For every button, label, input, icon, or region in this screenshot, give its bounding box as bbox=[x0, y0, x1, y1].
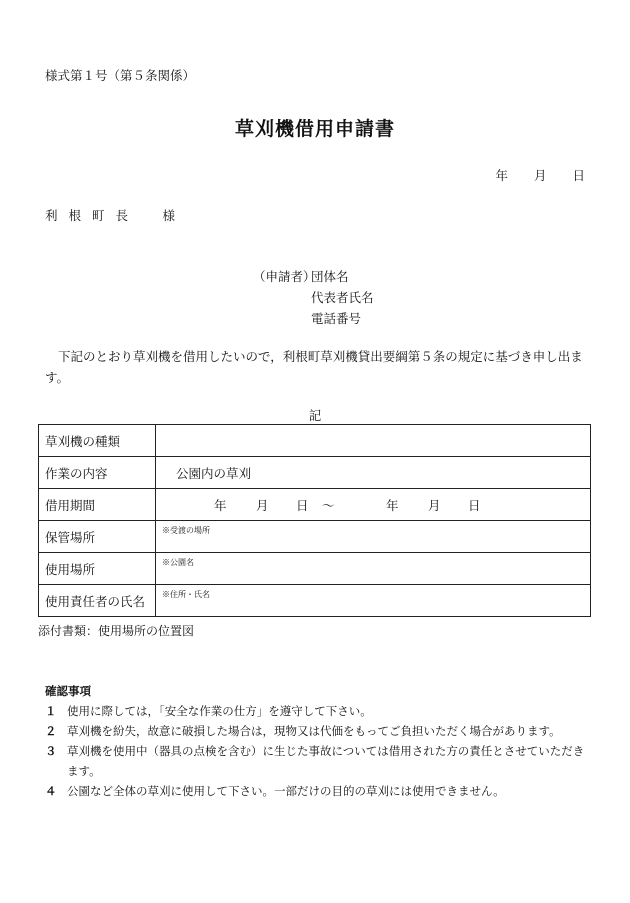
row-label-period: 借用期間 bbox=[39, 489, 156, 521]
row-value-storage[interactable] bbox=[156, 521, 591, 553]
period-tilde: 〜 bbox=[322, 497, 335, 513]
confirm-item-text: 草刈機を紛失，故意に破損した場合は，現物又は代価をもってご負担いただく場合があります。 bbox=[67, 724, 561, 738]
confirm-list bbox=[45, 701, 595, 801]
row-label-mower-type: 草刈機の種類 bbox=[39, 425, 156, 457]
confirm-item-number: ３ bbox=[45, 744, 57, 758]
body-text: 下記のとおり草刈機を借用したいので，利根町草刈機貸出要綱第５条の規定に基づき申し出ます。 bbox=[45, 349, 583, 385]
row-value-use-place[interactable] bbox=[156, 553, 591, 585]
period-text bbox=[162, 498, 481, 513]
period-end-day: 日 bbox=[468, 497, 481, 513]
confirm-item-number: ４ bbox=[45, 784, 57, 798]
table-row bbox=[39, 425, 591, 457]
period-end-year: 年 bbox=[386, 497, 399, 513]
document-title: 草刈機借用申請書 bbox=[234, 118, 395, 140]
row-value-responsible[interactable] bbox=[156, 585, 591, 617]
row-value-work-content[interactable] bbox=[156, 457, 591, 489]
application-table bbox=[38, 424, 591, 617]
confirm-heading: 確認事項 bbox=[45, 684, 91, 698]
confirm-item-number: ２ bbox=[45, 724, 57, 738]
row-label-work-content: 作業の内容 bbox=[39, 457, 156, 489]
period-start-month: 月 bbox=[256, 497, 269, 513]
date-year: 年 bbox=[495, 168, 508, 183]
period-start-day: 日 bbox=[296, 497, 309, 513]
list-item bbox=[45, 721, 595, 741]
table-row bbox=[39, 521, 591, 553]
row-label-responsible: 使用責任者の氏名 bbox=[39, 585, 156, 617]
confirm-item-text: 草刈機を使用中（器具の点検を含む）に生じた事故については借用された方の責任とさせていただきます。 bbox=[67, 744, 585, 778]
period-start-year: 年 bbox=[214, 497, 227, 513]
date-month: 月 bbox=[533, 168, 547, 183]
table-row bbox=[39, 457, 591, 489]
row-label-storage: 保管場所 bbox=[39, 521, 156, 553]
responsible-note: ※住所・氏名 bbox=[162, 590, 210, 599]
row-value-mower-type[interactable] bbox=[156, 425, 591, 457]
applicant-block bbox=[253, 266, 374, 329]
applicant-prefix: （申請者） bbox=[253, 269, 316, 284]
work-content-text: 公園内の草刈 bbox=[176, 465, 252, 481]
list-item bbox=[45, 741, 595, 781]
applicant-group-name: 団体名 bbox=[311, 269, 349, 284]
list-item bbox=[45, 781, 595, 801]
confirm-item-number: １ bbox=[45, 704, 57, 718]
table-row bbox=[39, 553, 591, 585]
row-label-use-place: 使用場所 bbox=[39, 553, 156, 585]
list-item bbox=[45, 701, 595, 721]
use-place-note: ※公園名 bbox=[162, 558, 194, 567]
confirm-item-text: 公園など全体の草刈に使用して下さい。一部だけの目的の草刈には使用できません。 bbox=[67, 784, 505, 798]
confirm-item-text: 使用に際しては，「安全な作業の仕方」を遵守して下さい。 bbox=[67, 704, 372, 718]
addressee: 利根町長 様 bbox=[45, 208, 187, 223]
attachment-note: 添付書類：使用場所の位置図 bbox=[38, 624, 195, 638]
applicant-representative: 代表者氏名 bbox=[311, 290, 374, 305]
date-day: 日 bbox=[572, 168, 585, 183]
form-number: 様式第１号（第５条関係） bbox=[45, 68, 196, 83]
period-end-month: 月 bbox=[428, 497, 441, 513]
applicant-phone: 電話番号 bbox=[311, 311, 362, 326]
table-row bbox=[39, 585, 591, 617]
storage-note: ※受渡の場所 bbox=[162, 526, 210, 535]
ki-heading: 記 bbox=[308, 408, 322, 423]
table-row bbox=[39, 489, 591, 521]
row-value-period[interactable] bbox=[156, 489, 591, 521]
application-date bbox=[495, 166, 585, 184]
